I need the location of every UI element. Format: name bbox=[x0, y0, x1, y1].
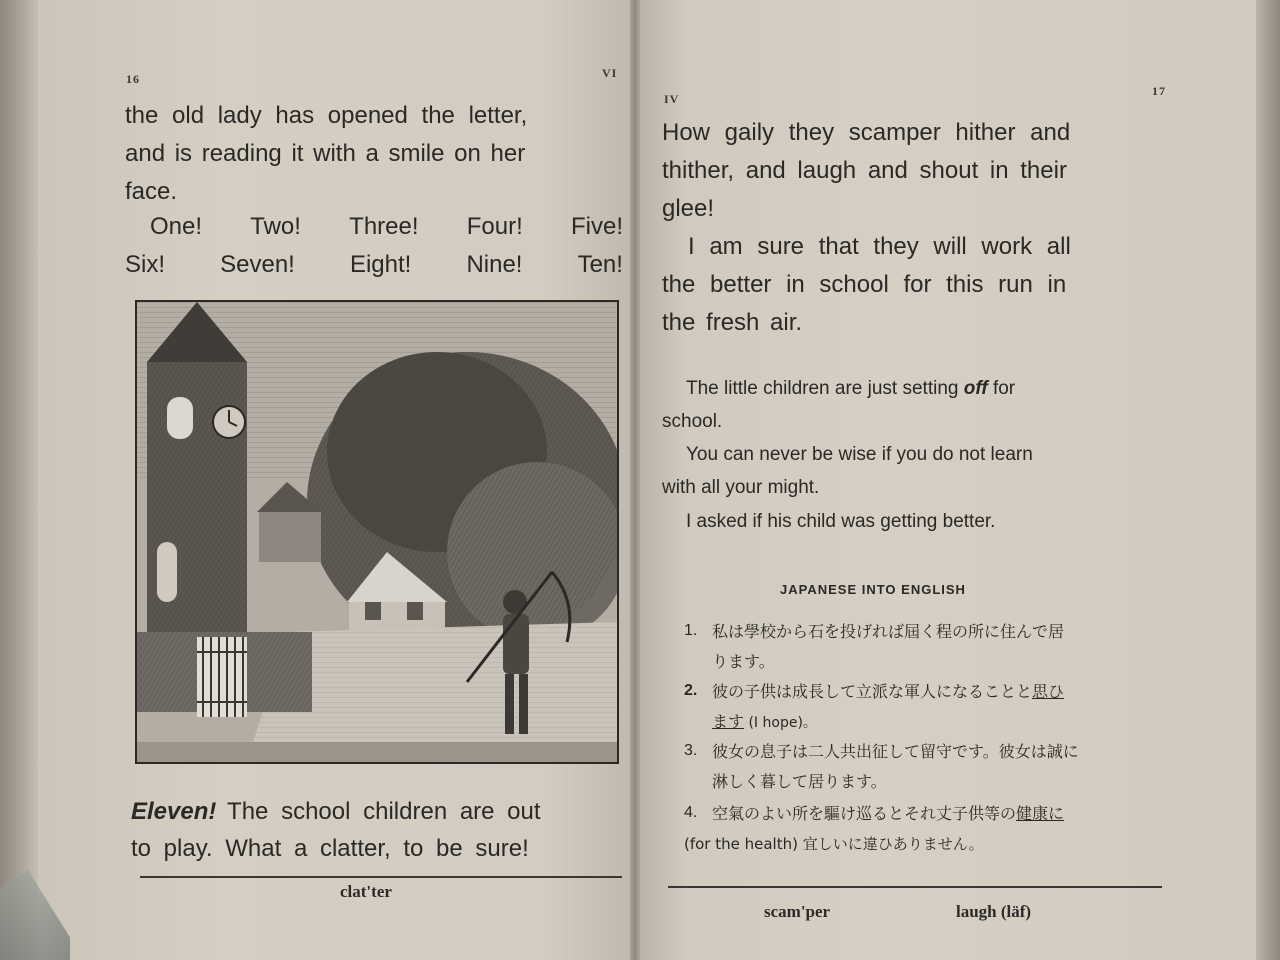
caption-line-2 bbox=[131, 830, 626, 868]
item-number: 1. bbox=[684, 622, 698, 639]
left-running-head: VI bbox=[602, 66, 618, 80]
caption-line-1 bbox=[131, 793, 626, 831]
right-page-number: 17 bbox=[1152, 84, 1166, 98]
japanese-line bbox=[712, 798, 1064, 830]
example-text: for bbox=[987, 378, 1016, 399]
count-word: Five! bbox=[570, 213, 623, 240]
right-paragraph-1 bbox=[662, 114, 1172, 228]
caption-text: to play. What a clatter, to be sure! bbox=[131, 835, 529, 862]
text-line: and is reading it with a smile on her bbox=[125, 140, 526, 167]
japanese-line: (for the health) 宜しいに違ひありません。 bbox=[684, 835, 984, 853]
japanese-text: 空氣のよい所を驅け巡るとそれ丈子供等の bbox=[712, 804, 1017, 823]
engraving-image bbox=[137, 302, 617, 762]
count-word: Seven! bbox=[220, 251, 295, 278]
text-line: How gaily they scamper hither and bbox=[662, 119, 1071, 146]
section-heading: JAPANESE INTO ENGLISH bbox=[780, 582, 966, 597]
japanese-line: 淋しく暮して居ります。 bbox=[712, 772, 887, 791]
text-line: I am sure that they will work all bbox=[688, 233, 1071, 260]
japanese-text: (I hope)。 bbox=[744, 715, 817, 731]
count-word: One! bbox=[150, 213, 203, 240]
count-word: Six! bbox=[125, 251, 166, 278]
count-row-1 bbox=[150, 208, 623, 246]
right-paragraph-2 bbox=[662, 228, 1172, 342]
example-1-cont: school. bbox=[662, 411, 723, 432]
underlined-phrase: 思ひ bbox=[1032, 682, 1065, 701]
japanese-line bbox=[712, 676, 1064, 708]
underlined-phrase: 健康に bbox=[1016, 804, 1065, 823]
right-footnote-2: laugh (läf) bbox=[956, 902, 1032, 921]
left-page-number: 16 bbox=[126, 72, 140, 86]
underlined-phrase: ます bbox=[712, 712, 745, 731]
text-line: the better in school for this run in bbox=[662, 271, 1067, 298]
count-word: Two! bbox=[250, 213, 301, 240]
count-word: Nine! bbox=[466, 251, 523, 278]
japanese-line bbox=[712, 706, 817, 739]
japanese-line: 私は學校から石を投げれば屆く程の所に住んで居 bbox=[712, 622, 1065, 641]
caption-text: The school children are out bbox=[227, 798, 541, 825]
japanese-text: 彼の子供は成長して立派な軍人になることと bbox=[712, 682, 1033, 701]
left-footnote: clat'ter bbox=[340, 882, 392, 901]
item-number: 3. bbox=[684, 742, 698, 759]
footnote-rule bbox=[140, 876, 622, 878]
footnote-rule bbox=[668, 886, 1162, 888]
right-footnote-1: scam'per bbox=[764, 902, 831, 921]
text-line: the fresh air. bbox=[662, 309, 803, 336]
caption-emphasis: Eleven! bbox=[131, 798, 217, 825]
count-word: Three! bbox=[349, 213, 419, 240]
text-line: face. bbox=[125, 178, 178, 205]
text-line: glee! bbox=[662, 195, 715, 222]
count-word: Four! bbox=[466, 213, 523, 240]
item-number: 2. bbox=[684, 682, 698, 699]
count-word: Ten! bbox=[577, 251, 623, 278]
count-word: Eight! bbox=[349, 251, 412, 278]
example-text: The little children are just setting bbox=[686, 378, 964, 399]
illustration-village-clock-tower bbox=[135, 300, 619, 764]
example-2: You can never be wise if you do not learn bbox=[686, 444, 1033, 465]
item-number: 4. bbox=[684, 804, 698, 821]
japanese-line: 彼女の息子は二人共出征して留守です。彼女は誠に bbox=[712, 742, 1079, 761]
count-row-2 bbox=[125, 246, 623, 284]
example-1 bbox=[686, 372, 1015, 405]
right-running-head: IV bbox=[664, 92, 680, 106]
book-spine bbox=[630, 0, 640, 960]
page-edge bbox=[1256, 0, 1280, 960]
example-3: I asked if his child was getting better. bbox=[686, 511, 996, 532]
example-emphasis: off bbox=[963, 378, 988, 399]
text-line: the old lady has opened the letter, bbox=[125, 102, 528, 129]
text-line: thither, and laugh and shout in their bbox=[662, 157, 1067, 184]
left-paragraph bbox=[125, 97, 623, 211]
example-2-cont: with all your might. bbox=[662, 477, 820, 498]
japanese-line: ります。 bbox=[712, 652, 775, 671]
